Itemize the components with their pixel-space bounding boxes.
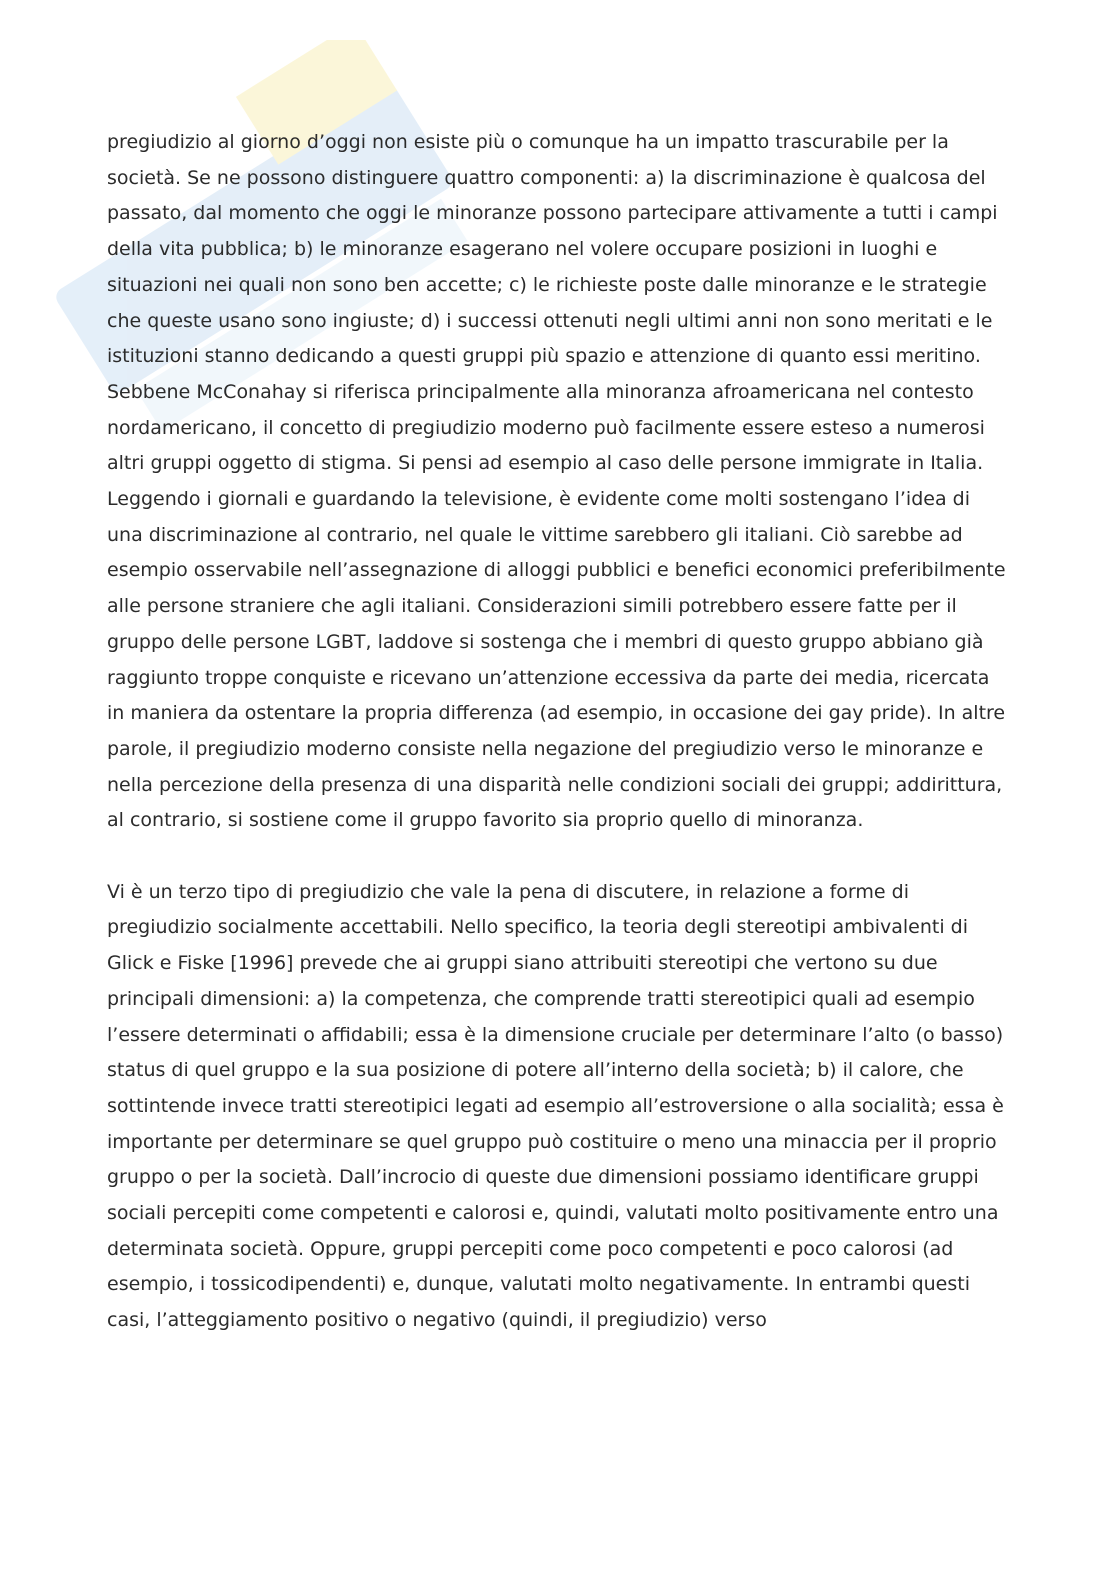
- document-body: [107, 125, 1011, 1339]
- paragraph-modern-prejudice: pregiudizio al giorno d’oggi non esiste più o comunque ha un impatto trascurabile per la società. Se ne possono distinguere quattro componenti: a) la discriminazione è qualcosa del passato, dal momento che oggi le minoranze possono partecipare attivamente a tutti i campi della vita pubblica; b) le minoranze esagerano nel volere occupare posizioni in luoghi e situazioni nei quali non sono ben accette; c) le richieste poste dalle minoranze e le strategie che queste usano sono ingiuste; d) i successi ottenuti negli ultimi anni non sono meritati e le istituzioni stanno dedicando a questi gruppi più spazio e attenzione di quanto essi meritino. Sebbene McConahay si riferisca principalmente alla minoranza afroamericana nel contesto nordamericano, il concetto di pregiudizio moderno può facilmente essere esteso a numerosi altri gruppi oggetto di stigma. Si pensi ad esempio al caso delle persone immigrate in Italia. Leggendo i giornali e guardando la televisione, è evidente come molti sostengano l’idea di una discriminazione al contrario, nel quale le vittime sarebbero gli italiani. Ciò sarebbe ad esempio osservabile nell’assegnazione di alloggi pubblici e benefici economici preferibilmente alle persone straniere che agli italiani. Considerazioni simili potrebbero essere fatte per il gruppo delle persone LGBT, laddove si sostenga che i membri di questo gruppo abbiano già raggiunto troppe conquiste e ricevano un’attenzione eccessiva da parte dei media, ricercata in maniera da ostentare la propria differenza (ad esempio, in occasione dei gay pride). In altre parole, il pregiudizio moderno consiste nella negazione del pregiudizio verso le minoranze e nella percezione della presenza di una disparità nelle condizioni sociali dei gruppi; addirittura, al contrario, si sostiene come il gruppo favorito sia proprio quello di minoranza.: [107, 131, 1006, 832]
- paragraph-ambivalent-stereotypes: Vi è un terzo tipo di pregiudizio che vale la pena di discutere, in relazione a forme di pregiudizio socialmente accettabili. Nello specifico, la teoria degli stereotipi ambivalenti di Glick e Fiske [1996] prevede che ai gruppi siano attribuiti stereotipi che vertono su due principali dimensioni: a) la competenza, che comprende tratti stereotipici quali ad esempio l’essere determinati o affidabili; essa è la dimensione cruciale per determinare l’alto (o basso) status di quel gruppo e la sua posizione di potere all’interno della società; b) il calore, che sottintende invece tratti stereotipici legati ad esempio all’estroversione o alla socialità; essa è importante per determinare se quel gruppo può costituire o meno una minaccia per il proprio gruppo o per la società. Dall’incrocio di queste due dimensioni possiamo identificare gruppi sociali percepiti come competenti e calorosi e, quindi, valutati molto positivamente entro una determinata società. Oppure, gruppi percepiti come poco competenti e poco calorosi (ad esempio, i tossicodipendenti) e, dunque, valutati molto negativamente. In entrambi questi casi, l’atteggiamento positivo o negativo (quindi, il pregiudizio) verso: [107, 880, 1004, 1332]
